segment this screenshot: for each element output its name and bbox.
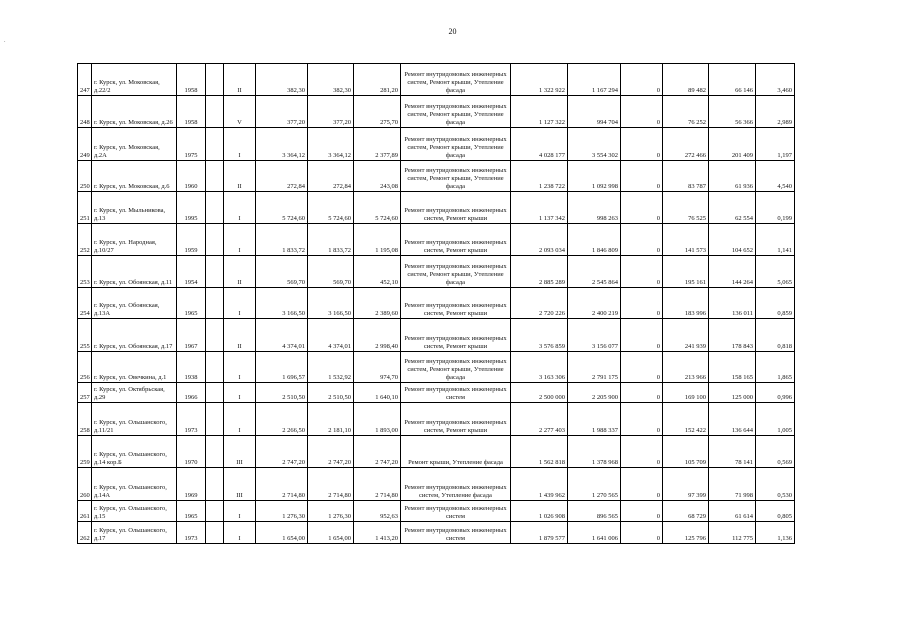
work-type-cell: Ремонт внутридомовых инженерных систем, Ремонт крыши, Утепление фасада <box>401 128 511 161</box>
work-type-cell: Ремонт внутридомовых инженерных систем <box>401 501 511 522</box>
address-cell: г. Курск, ул. Обоянская, д.13А <box>92 288 177 319</box>
cost-local-cell: 78 141 <box>709 436 756 468</box>
area-occupied-cell: 952,63 <box>354 501 401 522</box>
cost-local-cell: 136 644 <box>709 403 756 436</box>
blank-cell <box>206 128 224 161</box>
ratio-cell: 1,005 <box>756 403 795 436</box>
year-cell: 1954 <box>177 256 206 288</box>
cost-region-cell: 97 399 <box>663 468 709 501</box>
area-occupied-cell: 275,70 <box>354 96 401 128</box>
area-total-cell: 2 510,50 <box>256 383 308 403</box>
area-occupied-cell: 5 724,60 <box>354 192 401 224</box>
year-cell: 1973 <box>177 522 206 544</box>
year-cell: 1969 <box>177 468 206 501</box>
cost-total-cell: 1 238 722 <box>511 161 568 192</box>
table-row <box>78 501 795 522</box>
area-total-cell: 3 364,12 <box>256 128 308 161</box>
work-type-cell: Ремонт внутридомовых инженерных систем, Ремонт крыши <box>401 224 511 256</box>
class-cell: I <box>224 192 256 224</box>
work-type-cell: Ремонт внутридомовых инженерных систем, Утепление фасада <box>401 468 511 501</box>
cost-zero-cell: 0 <box>621 403 663 436</box>
area-total-cell: 4 374,01 <box>256 319 308 352</box>
cost-region-cell: 76 252 <box>663 96 709 128</box>
work-type-cell: Ремонт внутридомовых инженерных систем, Ремонт крыши, Утепление фасада <box>401 256 511 288</box>
ratio-cell: 0,199 <box>756 192 795 224</box>
area-residential-cell: 1 276,30 <box>308 501 354 522</box>
address-cell: г. Курск, ул. Октябрьская, д.29 <box>92 383 177 403</box>
area-total-cell: 2 266,50 <box>256 403 308 436</box>
cost-zero-cell: 0 <box>621 501 663 522</box>
table-row <box>78 403 795 436</box>
work-type-cell: Ремонт внутридомовых инженерных систем <box>401 522 511 544</box>
area-total-cell: 382,30 <box>256 64 308 96</box>
cost-total-cell: 2 885 289 <box>511 256 568 288</box>
cost-region-cell: 169 100 <box>663 383 709 403</box>
ratio-cell: 1,141 <box>756 224 795 256</box>
year-cell: 1966 <box>177 383 206 403</box>
blank-cell <box>206 436 224 468</box>
blank-cell <box>206 501 224 522</box>
year-cell: 1959 <box>177 224 206 256</box>
ratio-cell: 5,065 <box>756 256 795 288</box>
ratio-cell: 0,805 <box>756 501 795 522</box>
row-number: 261 <box>78 501 92 522</box>
cost-total-cell: 1 322 922 <box>511 64 568 96</box>
address-cell: г. Курск, ул. Ольшанского, д.11/21 <box>92 403 177 436</box>
work-type-cell: Ремонт внутридомовых инженерных систем, Ремонт крыши, Утепление фасада <box>401 96 511 128</box>
table-row <box>78 96 795 128</box>
blank-cell <box>206 468 224 501</box>
area-occupied-cell: 1 640,10 <box>354 383 401 403</box>
ratio-cell: 0,818 <box>756 319 795 352</box>
cost-total-cell: 1 127 322 <box>511 96 568 128</box>
area-occupied-cell: 2 377,89 <box>354 128 401 161</box>
area-occupied-cell: 1 413,20 <box>354 522 401 544</box>
area-residential-cell: 382,30 <box>308 64 354 96</box>
cost-local-cell: 136 011 <box>709 288 756 319</box>
cost-total-cell: 4 028 177 <box>511 128 568 161</box>
ratio-cell: 0,859 <box>756 288 795 319</box>
cost-zero-cell: 0 <box>621 383 663 403</box>
table-row <box>78 319 795 352</box>
work-type-cell: Ремонт внутридомовых инженерных систем <box>401 383 511 403</box>
cost-local-cell: 178 843 <box>709 319 756 352</box>
row-number: 250 <box>78 161 92 192</box>
area-total-cell: 5 724,60 <box>256 192 308 224</box>
cost-region-cell: 83 787 <box>663 161 709 192</box>
cost-fund-cell: 998 263 <box>568 192 621 224</box>
year-cell: 1970 <box>177 436 206 468</box>
ratio-cell: 1,136 <box>756 522 795 544</box>
ratio-cell: 0,530 <box>756 468 795 501</box>
cost-total-cell: 3 576 859 <box>511 319 568 352</box>
ratio-cell: 2,989 <box>756 96 795 128</box>
year-cell: 1958 <box>177 96 206 128</box>
cost-fund-cell: 2 205 900 <box>568 383 621 403</box>
cost-total-cell: 2 720 226 <box>511 288 568 319</box>
cost-total-cell: 1 562 818 <box>511 436 568 468</box>
cost-local-cell: 62 554 <box>709 192 756 224</box>
area-residential-cell: 2 714,80 <box>308 468 354 501</box>
address-cell: г. Курск, ул. Мыльникова, д.13 <box>92 192 177 224</box>
table-row <box>78 192 795 224</box>
blank-cell <box>206 192 224 224</box>
table-row <box>78 288 795 319</box>
year-cell: 1960 <box>177 161 206 192</box>
table-row <box>78 64 795 96</box>
cost-fund-cell: 3 156 077 <box>568 319 621 352</box>
row-number: 254 <box>78 288 92 319</box>
cost-fund-cell: 1 641 006 <box>568 522 621 544</box>
table-row <box>78 352 795 383</box>
class-cell: I <box>224 522 256 544</box>
cost-total-cell: 2 093 034 <box>511 224 568 256</box>
class-cell: III <box>224 468 256 501</box>
cost-region-cell: 213 966 <box>663 352 709 383</box>
area-total-cell: 2 747,20 <box>256 436 308 468</box>
blank-cell <box>206 96 224 128</box>
year-cell: 1967 <box>177 319 206 352</box>
address-cell: г. Курск, ул. Обоянская, д.17 <box>92 319 177 352</box>
row-number: 260 <box>78 468 92 501</box>
cost-local-cell: 144 264 <box>709 256 756 288</box>
address-cell: г. Курск, ул. Ольшанского, д.17 <box>92 522 177 544</box>
cost-region-cell: 141 573 <box>663 224 709 256</box>
area-total-cell: 1 833,72 <box>256 224 308 256</box>
area-residential-cell: 569,70 <box>308 256 354 288</box>
class-cell: I <box>224 403 256 436</box>
cost-local-cell: 56 366 <box>709 96 756 128</box>
blank-cell <box>206 383 224 403</box>
row-number: 247 <box>78 64 92 96</box>
cost-region-cell: 241 939 <box>663 319 709 352</box>
cost-local-cell: 201 409 <box>709 128 756 161</box>
cost-local-cell: 61 936 <box>709 161 756 192</box>
area-residential-cell: 1 833,72 <box>308 224 354 256</box>
class-cell: I <box>224 501 256 522</box>
cost-local-cell: 125 000 <box>709 383 756 403</box>
blank-cell <box>206 352 224 383</box>
ratio-cell: 3,460 <box>756 64 795 96</box>
row-number: 249 <box>78 128 92 161</box>
year-cell: 1938 <box>177 352 206 383</box>
address-cell: г. Курск, ул. Ольшанского, д.14 кор.Б <box>92 436 177 468</box>
table-row <box>78 436 795 468</box>
row-number: 256 <box>78 352 92 383</box>
cost-region-cell: 125 796 <box>663 522 709 544</box>
class-cell: I <box>224 128 256 161</box>
row-number: 257 <box>78 383 92 403</box>
address-cell: г. Курск, ул. Овечкина, д.1 <box>92 352 177 383</box>
cost-total-cell: 1 439 962 <box>511 468 568 501</box>
cost-total-cell: 1 137 342 <box>511 192 568 224</box>
cost-fund-cell: 1 270 565 <box>568 468 621 501</box>
area-occupied-cell: 1 195,08 <box>354 224 401 256</box>
class-cell: I <box>224 352 256 383</box>
class-cell: III <box>224 436 256 468</box>
class-cell: II <box>224 64 256 96</box>
work-type-cell: Ремонт внутридомовых инженерных систем, Ремонт крыши, Утепление фасада <box>401 161 511 192</box>
area-residential-cell: 3 364,12 <box>308 128 354 161</box>
area-residential-cell: 2 181,10 <box>308 403 354 436</box>
cost-fund-cell: 3 554 302 <box>568 128 621 161</box>
cost-region-cell: 272 466 <box>663 128 709 161</box>
row-number: 248 <box>78 96 92 128</box>
class-cell: I <box>224 224 256 256</box>
cost-region-cell: 105 709 <box>663 436 709 468</box>
cost-region-cell: 152 422 <box>663 403 709 436</box>
ratio-cell: 1,197 <box>756 128 795 161</box>
cost-total-cell: 1 879 577 <box>511 522 568 544</box>
cost-zero-cell: 0 <box>621 192 663 224</box>
cost-local-cell: 158 165 <box>709 352 756 383</box>
row-number: 253 <box>78 256 92 288</box>
work-type-cell: Ремонт крыши, Утепление фасада <box>401 436 511 468</box>
cost-local-cell: 104 652 <box>709 224 756 256</box>
blank-cell <box>206 403 224 436</box>
area-occupied-cell: 452,10 <box>354 256 401 288</box>
area-occupied-cell: 1 893,00 <box>354 403 401 436</box>
table-row <box>78 161 795 192</box>
cost-fund-cell: 994 704 <box>568 96 621 128</box>
cost-region-cell: 183 996 <box>663 288 709 319</box>
address-cell: г. Курск, ул. Ольшанского, д.15 <box>92 501 177 522</box>
blank-cell <box>206 522 224 544</box>
area-residential-cell: 1 532,92 <box>308 352 354 383</box>
class-cell: II <box>224 319 256 352</box>
cost-total-cell: 2 277 403 <box>511 403 568 436</box>
row-number: 252 <box>78 224 92 256</box>
area-residential-cell: 272,84 <box>308 161 354 192</box>
area-total-cell: 377,20 <box>256 96 308 128</box>
table-row <box>78 256 795 288</box>
cost-total-cell: 3 163 306 <box>511 352 568 383</box>
area-residential-cell: 3 166,50 <box>308 288 354 319</box>
work-type-cell: Ремонт внутридомовых инженерных систем, Ремонт крыши, Утепление фасада <box>401 64 511 96</box>
area-occupied-cell: 2 747,20 <box>354 436 401 468</box>
address-cell: г. Курск, ул. Моковская, д.6 <box>92 161 177 192</box>
corner-mark: . <box>4 38 6 44</box>
class-cell: II <box>224 161 256 192</box>
cost-fund-cell: 1 167 294 <box>568 64 621 96</box>
blank-cell <box>206 161 224 192</box>
blank-cell <box>206 64 224 96</box>
cost-zero-cell: 0 <box>621 352 663 383</box>
area-occupied-cell: 2 389,60 <box>354 288 401 319</box>
cost-region-cell: 68 729 <box>663 501 709 522</box>
table-row <box>78 224 795 256</box>
table-row <box>78 128 795 161</box>
ratio-cell: 1,865 <box>756 352 795 383</box>
area-residential-cell: 2 747,20 <box>308 436 354 468</box>
area-total-cell: 1 696,57 <box>256 352 308 383</box>
blank-cell <box>206 319 224 352</box>
cost-fund-cell: 2 545 864 <box>568 256 621 288</box>
area-total-cell: 3 166,50 <box>256 288 308 319</box>
cost-fund-cell: 1 846 809 <box>568 224 621 256</box>
row-number: 262 <box>78 522 92 544</box>
work-type-cell: Ремонт внутридомовых инженерных систем, Ремонт крыши, Утепление фасада <box>401 352 511 383</box>
area-occupied-cell: 243,08 <box>354 161 401 192</box>
area-total-cell: 1 276,30 <box>256 501 308 522</box>
table-body <box>78 64 795 544</box>
area-occupied-cell: 281,20 <box>354 64 401 96</box>
work-type-cell: Ремонт внутридомовых инженерных систем, Ремонт крыши <box>401 403 511 436</box>
work-type-cell: Ремонт внутридомовых инженерных систем, Ремонт крыши <box>401 319 511 352</box>
work-type-cell: Ремонт внутридомовых инженерных систем, Ремонт крыши <box>401 288 511 319</box>
cost-total-cell: 1 026 908 <box>511 501 568 522</box>
blank-cell <box>206 224 224 256</box>
area-occupied-cell: 2 714,80 <box>354 468 401 501</box>
class-cell: II <box>224 256 256 288</box>
area-residential-cell: 4 374,01 <box>308 319 354 352</box>
year-cell: 1975 <box>177 128 206 161</box>
row-number: 251 <box>78 192 92 224</box>
area-residential-cell: 2 510,50 <box>308 383 354 403</box>
cost-fund-cell: 2 791 175 <box>568 352 621 383</box>
row-number: 259 <box>78 436 92 468</box>
cost-zero-cell: 0 <box>621 319 663 352</box>
address-cell: г. Курск, ул. Ольшанского, д.14А <box>92 468 177 501</box>
area-total-cell: 1 654,00 <box>256 522 308 544</box>
area-residential-cell: 377,20 <box>308 96 354 128</box>
cost-total-cell: 2 500 000 <box>511 383 568 403</box>
cost-zero-cell: 0 <box>621 96 663 128</box>
cost-region-cell: 89 482 <box>663 64 709 96</box>
cost-zero-cell: 0 <box>621 468 663 501</box>
address-cell: г. Курск, ул. Обоянская, д.11 <box>92 256 177 288</box>
table-row <box>78 468 795 501</box>
class-cell: V <box>224 96 256 128</box>
cost-fund-cell: 2 400 219 <box>568 288 621 319</box>
table-row <box>78 522 795 544</box>
address-cell: г. Курск, ул. Моковская, д.2А <box>92 128 177 161</box>
address-cell: г. Курск, ул. Народная, д.10/27 <box>92 224 177 256</box>
class-cell: I <box>224 383 256 403</box>
cost-local-cell: 66 146 <box>709 64 756 96</box>
cost-fund-cell: 1 092 998 <box>568 161 621 192</box>
area-total-cell: 569,70 <box>256 256 308 288</box>
ratio-cell: 0,996 <box>756 383 795 403</box>
cost-fund-cell: 1 988 337 <box>568 403 621 436</box>
cost-zero-cell: 0 <box>621 522 663 544</box>
ratio-cell: 4,540 <box>756 161 795 192</box>
cost-fund-cell: 896 565 <box>568 501 621 522</box>
cost-zero-cell: 0 <box>621 436 663 468</box>
year-cell: 1995 <box>177 192 206 224</box>
housing-register-table <box>77 63 795 544</box>
cost-zero-cell: 0 <box>621 64 663 96</box>
cost-region-cell: 76 525 <box>663 192 709 224</box>
blank-cell <box>206 288 224 319</box>
area-total-cell: 2 714,80 <box>256 468 308 501</box>
area-residential-cell: 5 724,60 <box>308 192 354 224</box>
cost-zero-cell: 0 <box>621 224 663 256</box>
area-occupied-cell: 2 998,40 <box>354 319 401 352</box>
cost-local-cell: 112 775 <box>709 522 756 544</box>
area-total-cell: 272,84 <box>256 161 308 192</box>
cost-fund-cell: 1 378 968 <box>568 436 621 468</box>
blank-cell <box>206 256 224 288</box>
page-number: 20 <box>448 27 457 36</box>
table-row <box>78 383 795 403</box>
year-cell: 1965 <box>177 501 206 522</box>
cost-zero-cell: 0 <box>621 161 663 192</box>
row-number: 255 <box>78 319 92 352</box>
area-occupied-cell: 974,70 <box>354 352 401 383</box>
work-type-cell: Ремонт внутридомовых инженерных систем, Ремонт крыши <box>401 192 511 224</box>
cost-region-cell: 195 161 <box>663 256 709 288</box>
cost-zero-cell: 0 <box>621 128 663 161</box>
area-residential-cell: 1 654,00 <box>308 522 354 544</box>
cost-zero-cell: 0 <box>621 256 663 288</box>
row-number: 258 <box>78 403 92 436</box>
year-cell: 1965 <box>177 288 206 319</box>
cost-zero-cell: 0 <box>621 288 663 319</box>
year-cell: 1958 <box>177 64 206 96</box>
class-cell: I <box>224 288 256 319</box>
cost-local-cell: 71 998 <box>709 468 756 501</box>
cost-local-cell: 61 614 <box>709 501 756 522</box>
year-cell: 1973 <box>177 403 206 436</box>
address-cell: г. Курск, ул. Моковская, д.22/2 <box>92 64 177 96</box>
ratio-cell: 0,569 <box>756 436 795 468</box>
address-cell: г. Курск, ул. Моковская, д.26 <box>92 96 177 128</box>
